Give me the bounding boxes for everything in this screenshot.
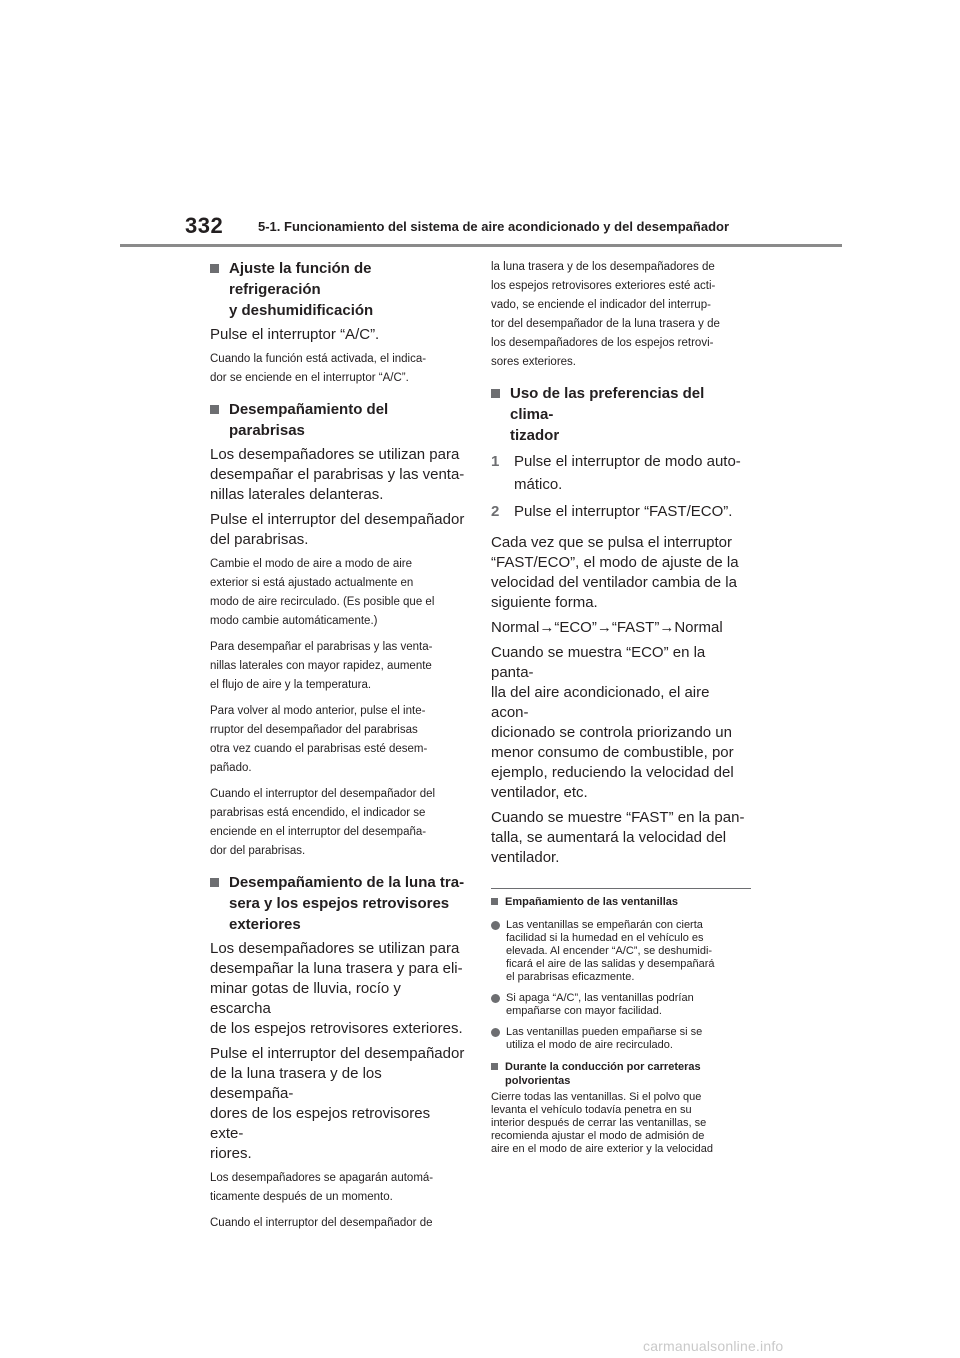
note-paragraph: [210, 1214, 465, 1233]
text-line: vado, se enciende el indicador del interrup-: [491, 299, 711, 311]
step-number: 2: [491, 503, 500, 520]
text-line: Pulse el interruptor de modo auto-: [514, 453, 741, 470]
instruction-paragraph: [491, 643, 751, 803]
text-line: otra vez cuando el parabrisas esté desem-: [210, 743, 428, 755]
text-line: el parabrisas eficazmente.: [506, 971, 635, 983]
text-line: dores de los espejos retrovisores exte-: [210, 1105, 431, 1142]
note-paragraph-continued: [491, 258, 751, 372]
heading-line: sera y los espejos retrovisores: [229, 895, 450, 912]
square-bullet-icon: [491, 898, 498, 905]
text-line: rruptor del desempañador del parabrisas: [210, 724, 418, 736]
heading-climate-preferences: [491, 383, 751, 446]
text-line: mático.: [514, 476, 563, 493]
text-line: riores.: [210, 1145, 252, 1162]
text-line: Pulse el interruptor del desempañador: [210, 1045, 465, 1062]
watermark: carmanualsonline.info: [643, 1338, 784, 1354]
text-line: el flujo de aire y la temperatura.: [210, 679, 372, 691]
instruction-paragraph: [491, 808, 751, 868]
text-line: nillas laterales delanteras.: [210, 486, 384, 503]
heading-line: Desempañamiento de la luna tra-: [229, 874, 465, 891]
note-paragraph: [491, 1091, 751, 1156]
text-line: dor se enciende en el interruptor “A/C”.: [210, 372, 409, 384]
text-line: Los desempañadores se utilizan para: [210, 940, 460, 957]
note-heading-dusty-roads: [491, 1060, 751, 1088]
text-line: Normal→“ECO”→“FAST”→Normal: [491, 619, 723, 636]
instruction-paragraph: [210, 510, 465, 550]
text-line: los desempañadores de los espejos retrovi-: [491, 337, 714, 349]
header-divider: [120, 244, 842, 247]
heading-windshield-defog: [210, 399, 465, 441]
text-line: polvorientas: [505, 1075, 571, 1087]
right-column: [491, 258, 751, 1156]
text-line: Las ventanillas pueden empañarse si se: [506, 1026, 703, 1038]
heading-line: exteriores: [229, 916, 301, 933]
text-line: Pulse el interruptor “FAST/ECO”.: [514, 503, 733, 520]
heading-cooling: [210, 258, 465, 321]
heading-line: tizador: [510, 427, 560, 444]
text-line: Cuando la función está activada, el indica-: [210, 353, 427, 365]
circle-bullet-icon: [491, 921, 500, 930]
text-line: “FAST/ECO”, el modo de ajuste de la: [491, 554, 739, 571]
note-paragraph: [210, 350, 465, 388]
text-line: Cierre todas las ventanillas. Si el polvo que: [491, 1091, 702, 1103]
circle-bullet-icon: [491, 1028, 500, 1037]
text-line: Cada vez que se pulsa el interruptor: [491, 534, 732, 551]
heading-rear-defog: [210, 872, 465, 935]
text-line: nillas laterales con mayor rapidez, aumente: [210, 660, 432, 672]
text-line: de los espejos retrovisores exteriores.: [210, 1020, 463, 1037]
square-bullet-icon: [491, 389, 500, 398]
heading-line: Uso de las preferencias del clima-: [510, 385, 705, 423]
text-line: ficará el aire de las salidas y desempañará: [506, 958, 715, 970]
text-line: la luna trasera y de los desempañadores de: [491, 261, 715, 273]
text-line: Los desempañadores se apagarán automá-: [210, 1172, 434, 1184]
text-line: utiliza el modo de aire recirculado.: [506, 1039, 673, 1051]
step-item: [491, 450, 751, 496]
text-line: de la luna trasera y de los desempaña-: [210, 1065, 382, 1102]
heading-line: Desempañamiento del parabrisas: [229, 401, 389, 439]
text-line: recomienda ajustar el modo de admisión de: [491, 1130, 705, 1142]
mode-sequence: [491, 618, 751, 638]
text-line: ventilador, etc.: [491, 784, 588, 801]
step-item: [491, 500, 751, 523]
text-line: dor del parabrisas.: [210, 845, 306, 857]
text-line: siguiente forma.: [491, 594, 598, 611]
note-paragraph: [210, 785, 465, 861]
text-line: Cambie el modo de aire a modo de aire: [210, 558, 413, 570]
square-bullet-icon: [210, 264, 219, 273]
square-bullet-icon: [210, 878, 219, 887]
instruction-paragraph: [210, 939, 465, 1039]
text-line: Los desempañadores se utilizan para: [210, 446, 460, 463]
text-line: elevada. Al encender “A/C”, se deshumidi-: [506, 945, 713, 957]
text-line: aire en el modo de aire exterior y la velocidad: [491, 1143, 713, 1155]
heading-line: y deshumidificación: [229, 302, 374, 319]
text-line: desempañar el parabrisas y las venta-: [210, 466, 465, 483]
text-line: Empañamiento de las ventanillas: [505, 896, 679, 908]
note-heading-fogging: [491, 895, 751, 909]
text-line: exterior si está ajustado actualmente en: [210, 577, 414, 589]
text-line: menor consumo de combustible, por: [491, 744, 734, 761]
note-paragraph: [210, 1169, 465, 1207]
text-line: del parabrisas.: [210, 531, 309, 548]
text-line: velocidad del ventilador cambia de la: [491, 574, 737, 591]
square-bullet-icon: [210, 405, 219, 414]
text-line: ventilador.: [491, 849, 560, 866]
text-line: Para desempañar el parabrisas y las venta-: [210, 641, 433, 653]
note-bullet: [491, 919, 751, 984]
text-line: ticamente después de un momento.: [210, 1191, 393, 1203]
text-line: Pulse el interruptor del desempañador: [210, 511, 465, 528]
notes-divider: [491, 888, 751, 889]
note-paragraph: [210, 638, 465, 695]
text-line: Para volver al modo anterior, pulse el inte-: [210, 705, 426, 717]
note-paragraph: [210, 555, 465, 631]
text-line: desempañar la luna trasera y para eli-: [210, 960, 463, 977]
text-line: Cuando se muestra “ECO” en la panta-: [491, 644, 706, 681]
instruction-paragraph: [210, 445, 465, 505]
text-line: Cuando el interruptor del desempañador del: [210, 788, 436, 800]
text-line: modo cambie automáticamente.): [210, 615, 378, 627]
instruction-paragraph: [210, 1044, 465, 1164]
text-line: modo de aire recirculado. (Es posible que el: [210, 596, 435, 608]
note-bullet: [491, 1026, 751, 1052]
text-line: sores exteriores.: [491, 356, 577, 368]
text-line: ejemplo, reduciendo la velocidad del: [491, 764, 734, 781]
text-line: los espejos retrovisores exteriores esté acti-: [491, 280, 716, 292]
text-line: levanta el vehículo todavía penetra en su: [491, 1104, 692, 1116]
square-bullet-icon: [491, 1063, 498, 1070]
text-line: lla del aire acondicionado, el aire acon-: [491, 684, 710, 721]
text-line: parabrisas está encendido, el indicador se: [210, 807, 426, 819]
page-number: 332: [185, 213, 224, 238]
heading-line: Ajuste la función de refrigeración: [229, 260, 372, 298]
text-line: enciende en el interruptor del desempaña-: [210, 826, 427, 838]
instruction-paragraph: [491, 533, 751, 613]
text-line: facilidad si la humedad en el vehículo es: [506, 932, 704, 944]
text-line: Durante la conducción por carreteras: [505, 1061, 701, 1073]
text-line: Las ventanillas se empeñarán con cierta: [506, 919, 703, 931]
text-line: Cuando el interruptor del desempañador de: [210, 1217, 433, 1229]
note-bullet: [491, 992, 751, 1018]
note-paragraph: [210, 702, 465, 778]
text-line: minar gotas de lluvia, rocío y escarcha: [210, 980, 401, 1017]
text-line: tor del desempañador de la luna trasera y de: [491, 318, 720, 330]
text-line: pañado.: [210, 762, 252, 774]
text-line: empañarse con mayor facilidad.: [506, 1005, 662, 1017]
left-column: [210, 258, 465, 1240]
text-line: Si apaga “A/C”, las ventanillas podrían: [506, 992, 694, 1004]
text-line: Pulse el interruptor “A/C”.: [210, 326, 380, 343]
text-line: talla, se aumentará la velocidad del: [491, 829, 727, 846]
text-line: dicionado se controla priorizando un: [491, 724, 732, 741]
circle-bullet-icon: [491, 994, 500, 1003]
step-number: 1: [491, 453, 500, 470]
section-title: 5-1. Funcionamiento del sistema de aire acondicionado y del desempañador: [258, 219, 730, 234]
text-line: Cuando se muestre “FAST” en la pan-: [491, 809, 745, 826]
instruction-paragraph: [210, 325, 465, 345]
text-line: interior después de cerrar las ventanillas, se: [491, 1117, 707, 1129]
